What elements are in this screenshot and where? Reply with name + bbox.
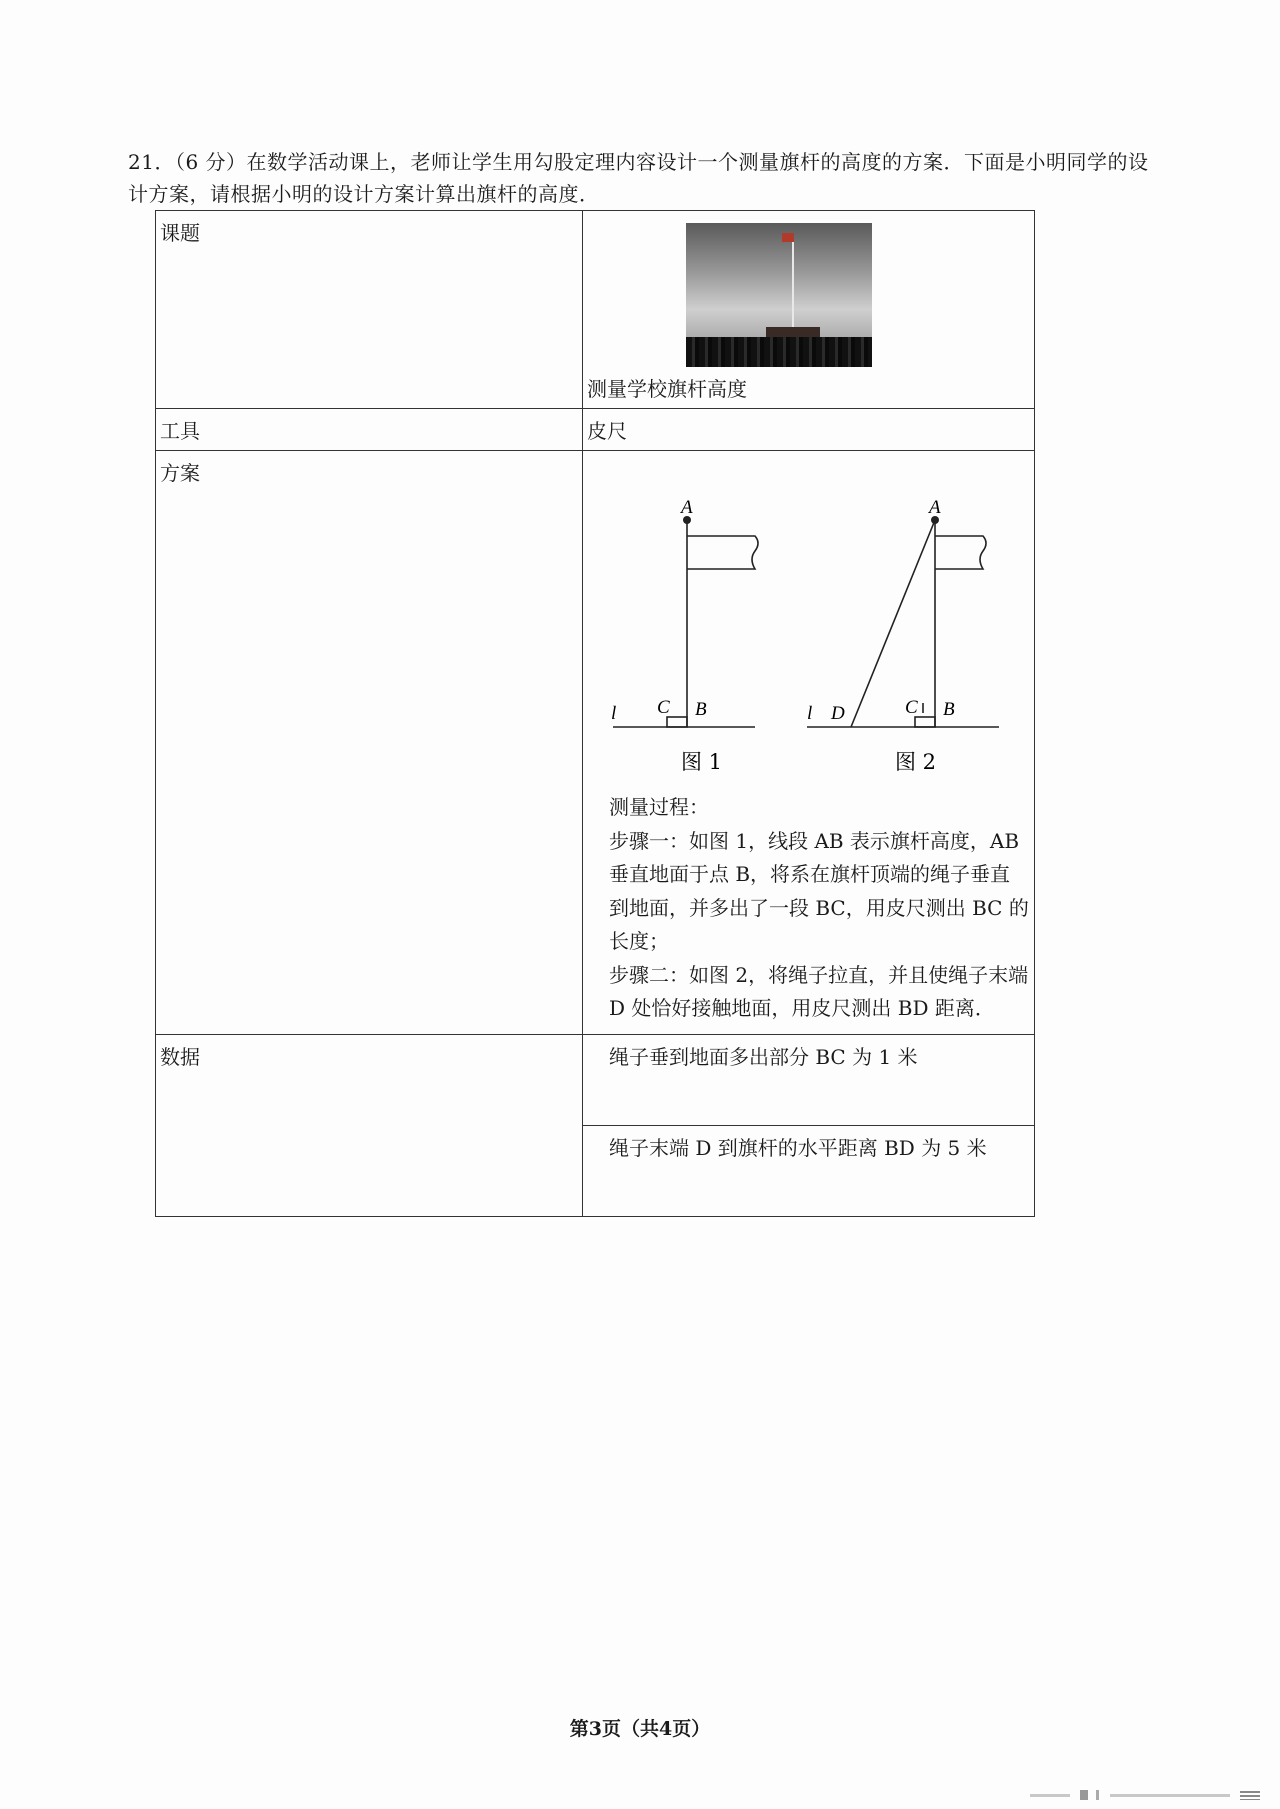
artifact-line — [1240, 1795, 1260, 1797]
process-step-2: 步骤二：如图 2，将绳子拉直，并且使绳子末端 D 处恰好接触地面，用皮尺测出 BD 距离． — [609, 962, 1029, 1020]
fig2-rope — [851, 520, 935, 727]
question-text — [128, 146, 1158, 210]
figure-2 — [807, 520, 999, 727]
question-body: 在数学活动课上，老师让学生用勾股定理内容设计一个测量旗杆的高度的方案．下面是小明同学的设计方案，请根据小明的设计方案计算出旗杆的高度． — [128, 150, 1149, 206]
fig2-label-d: D — [831, 703, 845, 724]
row-tool — [156, 409, 1035, 451]
figure-1 — [613, 520, 758, 727]
photo-flag — [782, 233, 794, 242]
artifact-line — [1240, 1791, 1260, 1793]
plan-label: 方案 — [156, 451, 583, 1035]
artifact-line — [1240, 1799, 1260, 1800]
topic-cell — [583, 211, 1035, 409]
topic-label: 课题 — [156, 211, 583, 409]
page-footer: 第3页（共4页） — [569, 1718, 711, 1740]
photo-crowd — [686, 337, 872, 367]
data-item-1: 绳子垂到地面多出部分 BC 为 1 米 — [609, 1044, 918, 1069]
question-points: （6 分） — [174, 150, 247, 174]
plan-figures — [583, 451, 1034, 789]
row-topic — [156, 211, 1035, 409]
fig1-label-a: A — [681, 497, 693, 518]
tool-label: 工具 — [156, 409, 583, 451]
fig1-flag — [687, 536, 758, 569]
fig1-label-c: C — [657, 697, 670, 718]
fig2-right-angle — [915, 717, 935, 727]
tool-value: 皮尺 — [587, 419, 627, 443]
artifact-bar — [1110, 1794, 1230, 1797]
fig2-flag — [935, 536, 986, 569]
fig1-label-b: B — [695, 699, 707, 720]
scan-toolbar-artifact — [1030, 1790, 1265, 1800]
fig2-label-c: C — [905, 697, 918, 718]
data-item-2: 绳子末端 D 到旗杆的水平距离 BD 为 5 米 — [609, 1135, 987, 1160]
topic-caption: 测量学校旗杆高度 — [587, 377, 747, 401]
flagpole-photo — [686, 223, 872, 367]
fig2-caption: 图 2 — [895, 750, 937, 774]
process-title: 测量过程： — [609, 795, 709, 819]
row-plan — [156, 451, 1035, 1035]
data-cell-2 — [583, 1125, 1035, 1216]
flagpole-diagrams — [583, 451, 1039, 789]
row-data-1 — [156, 1034, 1035, 1125]
plan-cell — [583, 451, 1035, 1035]
fig1-rope-end — [667, 717, 687, 727]
artifact-mark — [1096, 1790, 1099, 1800]
artifact-mark — [1080, 1790, 1088, 1800]
process-step-1: 步骤一：如图 1，线段 AB 表示旗杆高度，AB 垂直地面于点 B，将系在旗杆顶端的绳子垂直到地面，并多出了一段 BC，用皮尺测出 BC 的长度； — [609, 828, 1029, 953]
question-number: 21． — [128, 150, 175, 174]
design-plan-table — [155, 210, 1035, 1217]
data-label: 数据 — [156, 1034, 583, 1216]
flagpole-photo-area — [583, 211, 1034, 371]
measurement-process — [583, 789, 1034, 1034]
tool-cell — [583, 409, 1035, 451]
fig1-label-l: l — [611, 703, 617, 724]
data-cell-1 — [583, 1034, 1035, 1125]
fig2-label-l: l — [807, 703, 813, 724]
fig1-caption: 图 1 — [681, 750, 723, 774]
fig2-label-a: A — [929, 497, 941, 518]
fig2-label-b: B — [943, 699, 955, 720]
artifact-bar — [1030, 1794, 1070, 1797]
